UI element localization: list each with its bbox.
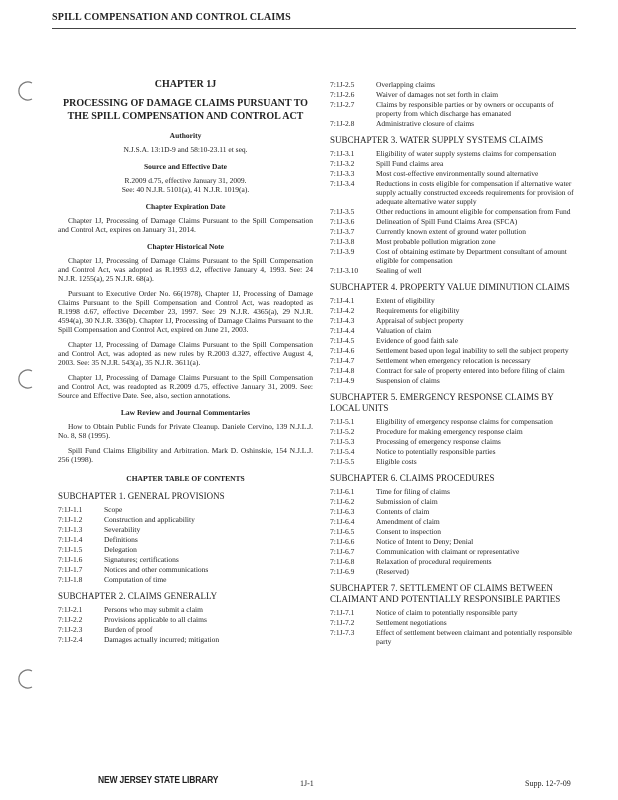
source-heading: Source and Effective Date xyxy=(144,162,227,171)
section-number: 7:1J-1.3 xyxy=(58,525,83,534)
toc-entry xyxy=(330,618,580,627)
section-title: Suspension of claims xyxy=(376,376,440,385)
toc-entry xyxy=(330,457,580,466)
toc-entry xyxy=(58,605,313,614)
section-number: 7:1J-7.2 xyxy=(330,618,355,627)
history-paragraph: Chapter 1J, Processing of Damage Claims Pursuant to the Spill Compensation and Control Act, was readopted as R.2009 d.75, effective January 31, 2009. See: Source and Effective Date. See, also, section annotations. xyxy=(58,373,313,400)
section-title: Contents of claim xyxy=(376,507,430,516)
section-number: 7:1J-4.8 xyxy=(330,366,355,375)
section-number: 7:1J-4.4 xyxy=(330,326,355,335)
toc-entry xyxy=(58,565,313,574)
authority-heading: Authority xyxy=(169,131,202,140)
toc-entry xyxy=(330,247,580,265)
section-number: 7:1J-2.7 xyxy=(330,100,355,109)
toc-entry xyxy=(330,366,580,375)
section-number: 7:1J-6.7 xyxy=(330,547,355,556)
section-number: 7:1J-7.1 xyxy=(330,608,355,617)
section-title: Computation of time xyxy=(104,575,167,584)
subchapter-title: SUBCHAPTER 7. SETTLEMENT OF CLAIMS BETWEEN CLAIMANT AND POTENTIALLY RESPONSIBLE PARTIES xyxy=(330,583,561,604)
section-number: 7:1J-4.7 xyxy=(330,356,355,365)
section-title: Notice to potentially responsible parties xyxy=(376,447,496,456)
history-paragraph: Pursuant to Executive Order No. 66(1978), Chapter 1J, Processing of Damage Claims Pursuant to the Spill Compensation and Control Act, was readopted as R.1998 d.67, effective December 23, 1997. See: 29 N.J.R. 4365(a), 29 N.J.R. 4594(a), 30 N.J.R. 336(b). Chapter 1J, Processing of Damage Claims Pursuant to the Spill Compensation and Control Act, expired on June 21, 2003. xyxy=(58,289,313,334)
section-title: Most probable pollution migration zone xyxy=(376,237,496,246)
section-number: 7:1J-1.7 xyxy=(58,565,83,574)
section-number: 7:1J-3.8 xyxy=(330,237,355,246)
source-line: See: 40 N.J.R. 5101(a), 41 N.J.R. 1019(a). xyxy=(121,185,250,194)
section-title: Cost of obtaining estimate by Department consultant of amount eligible for compensation xyxy=(376,247,567,265)
toc-entry xyxy=(330,266,580,275)
section-number: 7:1J-3.6 xyxy=(330,217,355,226)
section-title: Reductions in costs eligible for compensation if alternative water supply actually constructed exceeds requirements for provision of adequate alternative water supply xyxy=(376,179,574,206)
expiration-heading: Chapter Expiration Date xyxy=(145,202,226,211)
section-number: 7:1J-3.2 xyxy=(330,159,355,168)
section-number: 7:1J-3.1 xyxy=(330,149,355,158)
toc-entry xyxy=(330,316,580,325)
punch-hole-icon xyxy=(16,80,38,102)
running-header: SPILL COMPENSATION AND CONTROL CLAIMS xyxy=(52,12,291,23)
section-title: Relaxation of procedural requirements xyxy=(376,557,492,566)
section-title: Sealing of well xyxy=(376,266,422,275)
toc-entry xyxy=(330,159,580,168)
expiration-text: Chapter 1J, Processing of Damage Claims Pursuant to the Spill Compensation and Control Act, expires on January 31, 2014. xyxy=(58,216,313,234)
library-stamp: NEW JERSEY STATE LIBRARY xyxy=(98,775,219,786)
subchapter-title: SUBCHAPTER 1. GENERAL PROVISIONS xyxy=(58,491,225,501)
toc-entry xyxy=(330,447,580,456)
section-title: Processing of emergency response claims xyxy=(376,437,501,446)
section-title: Consent to inspection xyxy=(376,527,441,536)
section-title: Spill Fund claims area xyxy=(376,159,444,168)
toc-entry xyxy=(330,119,580,128)
toc-entry xyxy=(58,545,313,554)
law-review-citation: Spill Fund Claims Eligibility and Arbitration. Mark D. Oshinskie, 154 N.J.L.J. 256 (1998). xyxy=(58,446,313,464)
toc-entry xyxy=(330,306,580,315)
toc-entry xyxy=(330,326,580,335)
subchapter-title: SUBCHAPTER 2. CLAIMS GENERALLY xyxy=(58,591,218,601)
toc-entry xyxy=(330,437,580,446)
section-number: 7:1J-6.9 xyxy=(330,567,355,576)
toc-entry xyxy=(330,296,580,305)
section-number: 7:1J-5.3 xyxy=(330,437,355,446)
section-number: 7:1J-2.5 xyxy=(330,80,355,89)
section-number: 7:1J-3.4 xyxy=(330,179,355,188)
toc-entry xyxy=(330,628,580,646)
toc-entry xyxy=(330,217,580,226)
section-number: 7:1J-4.2 xyxy=(330,306,355,315)
toc-entry xyxy=(330,346,580,355)
left-column xyxy=(58,80,313,645)
section-title: Overlapping claims xyxy=(376,80,435,89)
section-title: Claims by responsible parties or by owners or occupants of property from which discharge has emanated xyxy=(376,100,554,118)
section-number: 7:1J-5.4 xyxy=(330,447,355,456)
section-number: 7:1J-4.5 xyxy=(330,336,355,345)
toc-entry xyxy=(330,227,580,236)
section-number: 7:1J-6.3 xyxy=(330,507,355,516)
section-title: Eligibility of water supply systems claims for compensation xyxy=(376,149,557,158)
toc-entry xyxy=(330,547,580,556)
section-number: 7:1J-6.5 xyxy=(330,527,355,536)
section-number: 7:1J-1.8 xyxy=(58,575,83,584)
section-number: 7:1J-6.2 xyxy=(330,497,355,506)
section-title: Effect of settlement between claimant and potentially responsible party xyxy=(376,628,573,646)
section-title: Amendment of claim xyxy=(376,517,440,526)
section-number: 7:1J-2.1 xyxy=(58,605,83,614)
section-title: Burden of proof xyxy=(104,625,153,634)
right-column xyxy=(330,80,580,647)
section-title: Communication with claimant or representative xyxy=(376,547,520,556)
toc-entry xyxy=(330,100,580,118)
toc-entry xyxy=(330,517,580,526)
section-title: Definitions xyxy=(104,535,138,544)
section-title: Settlement based upon legal inability to sell the subject property xyxy=(376,346,569,355)
subchapter-title: SUBCHAPTER 4. PROPERTY VALUE DIMINUTION CLAIMS xyxy=(330,282,570,292)
toc-entry xyxy=(330,487,580,496)
section-number: 7:1J-2.3 xyxy=(58,625,83,634)
section-title: Settlement when emergency relocation is necessary xyxy=(376,356,531,365)
section-number: 7:1J-5.1 xyxy=(330,417,355,426)
section-number: 7:1J-6.6 xyxy=(330,537,355,546)
toc-entry xyxy=(330,376,580,385)
section-title: Eligible costs xyxy=(376,457,417,466)
toc-entry xyxy=(58,525,313,534)
section-title: Appraisal of subject property xyxy=(376,316,464,325)
chapter-title: PROCESSING OF DAMAGE CLAIMS PURSUANT TO THE SPILL COMPENSATION AND CONTROL ACT xyxy=(63,98,308,122)
toc-entry xyxy=(330,497,580,506)
section-title: Most cost-effective environmentally sound alternative xyxy=(376,169,539,178)
section-number: 7:1J-1.4 xyxy=(58,535,83,544)
header-rule xyxy=(52,28,576,29)
toc-entry xyxy=(58,555,313,564)
section-title: Currently known extent of ground water pollution xyxy=(376,227,526,236)
toc-entry xyxy=(330,567,580,576)
section-title: Evidence of good faith sale xyxy=(376,336,459,345)
law-review-citation: How to Obtain Public Funds for Private Cleanup. Daniele Cervino, 139 N.J.L.J. No. 8, S8 (1995). xyxy=(58,422,313,440)
page-number: 1J-1 xyxy=(300,779,314,788)
toc-entry xyxy=(330,608,580,617)
toc-entry xyxy=(58,515,313,524)
section-title: Waiver of damages not set forth in claim xyxy=(376,90,499,99)
supplement-date: Supp. 12-7-09 xyxy=(525,779,571,788)
toc-entry xyxy=(330,427,580,436)
toc-entry xyxy=(58,635,313,644)
toc-entry xyxy=(330,237,580,246)
toc-entry xyxy=(58,505,313,514)
section-title: Notices and other communications xyxy=(104,565,209,574)
history-paragraph: Chapter 1J, Processing of Damage Claims Pursuant to the Spill Compensation and Control Act, was adopted as R.1993 d.2, effective January 4, 1993. See: 24 N.J.R. 1255(a), 25 N.J.R. 68(a). xyxy=(58,256,313,283)
section-title: Provisions applicable to all claims xyxy=(104,615,207,624)
toc-entry xyxy=(330,90,580,99)
section-number: 7:1J-3.9 xyxy=(330,247,355,256)
section-title: Signatures; certifications xyxy=(104,555,179,564)
section-title: Other reductions in amount eligible for compensation from Fund xyxy=(376,207,571,216)
section-title: Submission of claim xyxy=(376,497,438,506)
section-number: 7:1J-2.2 xyxy=(58,615,83,624)
toc-entry xyxy=(58,615,313,624)
section-title: Notice of claim to potentially responsible party xyxy=(376,608,518,617)
section-number: 7:1J-4.6 xyxy=(330,346,355,355)
section-title: Delegation xyxy=(104,545,137,554)
section-title: Extent of eligibility xyxy=(376,296,435,305)
section-title: Scope xyxy=(104,505,123,514)
subchapter-title: SUBCHAPTER 5. EMERGENCY RESPONSE CLAIMS BY LOCAL UNITS xyxy=(330,392,554,413)
toc-entry xyxy=(330,207,580,216)
section-title: Valuation of claim xyxy=(376,326,432,335)
section-number: 7:1J-7.3 xyxy=(330,628,355,637)
toc-entry xyxy=(330,417,580,426)
source-line: R.2009 d.75, effective January 31, 2009. xyxy=(124,176,247,185)
section-number: 7:1J-1.5 xyxy=(58,545,83,554)
toc-entry xyxy=(330,507,580,516)
subchapter-title: SUBCHAPTER 6. CLAIMS PROCEDURES xyxy=(330,473,495,483)
section-number: 7:1J-5.2 xyxy=(330,427,355,436)
section-number: 7:1J-4.1 xyxy=(330,296,355,305)
section-title: Notice of Intent to Deny; Denial xyxy=(376,537,474,546)
section-number: 7:1J-6.8 xyxy=(330,557,355,566)
section-number: 7:1J-2.4 xyxy=(58,635,83,644)
section-number: 7:1J-4.9 xyxy=(330,376,355,385)
toc-entry xyxy=(330,527,580,536)
toc-entry xyxy=(330,557,580,566)
toc-entry xyxy=(330,336,580,345)
section-title: Eligibility of emergency response claims for compensation xyxy=(376,417,553,426)
toc-entry xyxy=(330,179,580,206)
history-paragraph: Chapter 1J, Processing of Damage Claims Pursuant to the Spill Compensation and Control Act, was adopted as new rules by R.2003 d.327, effective August 4, 2003. See: 35 N.J.R. 543(a), 35 N.J.R. 3611(a). xyxy=(58,340,313,367)
section-number: 7:1J-1.1 xyxy=(58,505,83,514)
section-number: 7:1J-6.1 xyxy=(330,487,355,496)
section-number: 7:1J-1.6 xyxy=(58,555,83,564)
authority-text: N.J.S.A. 13:1D-9 and 58:10-23.11 et seq. xyxy=(123,145,248,154)
section-title: Administrative closure of claims xyxy=(376,119,475,128)
section-number: 7:1J-5.5 xyxy=(330,457,355,466)
toc-entry xyxy=(330,356,580,365)
section-title: Severability xyxy=(104,525,141,534)
section-title: Requirements for eligibility xyxy=(376,306,460,315)
section-title: Damages actually incurred; mitigation xyxy=(104,635,220,644)
section-title: Delineation of Spill Fund Claims Area (SFCA) xyxy=(376,217,518,226)
section-number: 7:1J-3.7 xyxy=(330,227,355,236)
section-number: 7:1J-3.3 xyxy=(330,169,355,178)
section-title: (Reserved) xyxy=(376,567,409,576)
history-heading: Chapter Historical Note xyxy=(147,242,224,251)
toc-entry xyxy=(330,149,580,158)
section-number: 7:1J-3.10 xyxy=(330,266,359,275)
toc-entry xyxy=(58,575,313,584)
toc-entry xyxy=(58,535,313,544)
law-review-heading: Law Review and Journal Commentaries xyxy=(120,408,251,417)
section-number: 7:1J-6.4 xyxy=(330,517,355,526)
toc-entry xyxy=(330,169,580,178)
section-title: Construction and applicability xyxy=(104,515,195,524)
chapter-label: CHAPTER 1J xyxy=(154,79,217,90)
toc-entry xyxy=(330,537,580,546)
toc-entry xyxy=(58,625,313,634)
section-number: 7:1J-3.5 xyxy=(330,207,355,216)
section-title: Persons who may submit a claim xyxy=(104,605,203,614)
section-title: Contract for sale of property entered into before filing of claim xyxy=(376,366,565,375)
section-number: 7:1J-4.3 xyxy=(330,316,355,325)
section-title: Procedure for making emergency response claim xyxy=(376,427,523,436)
toc-heading: CHAPTER TABLE OF CONTENTS xyxy=(126,474,245,483)
section-title: Time for filing of claims xyxy=(376,487,450,496)
section-number: 7:1J-2.6 xyxy=(330,90,355,99)
punch-hole-icon xyxy=(16,668,38,690)
section-title: Settlement negotiations xyxy=(376,618,447,627)
subchapter-title: SUBCHAPTER 3. WATER SUPPLY SYSTEMS CLAIMS xyxy=(330,135,544,145)
toc-entry xyxy=(330,80,580,89)
punch-hole-icon xyxy=(16,368,38,390)
section-number: 7:1J-2.8 xyxy=(330,119,355,128)
section-number: 7:1J-1.2 xyxy=(58,515,83,524)
